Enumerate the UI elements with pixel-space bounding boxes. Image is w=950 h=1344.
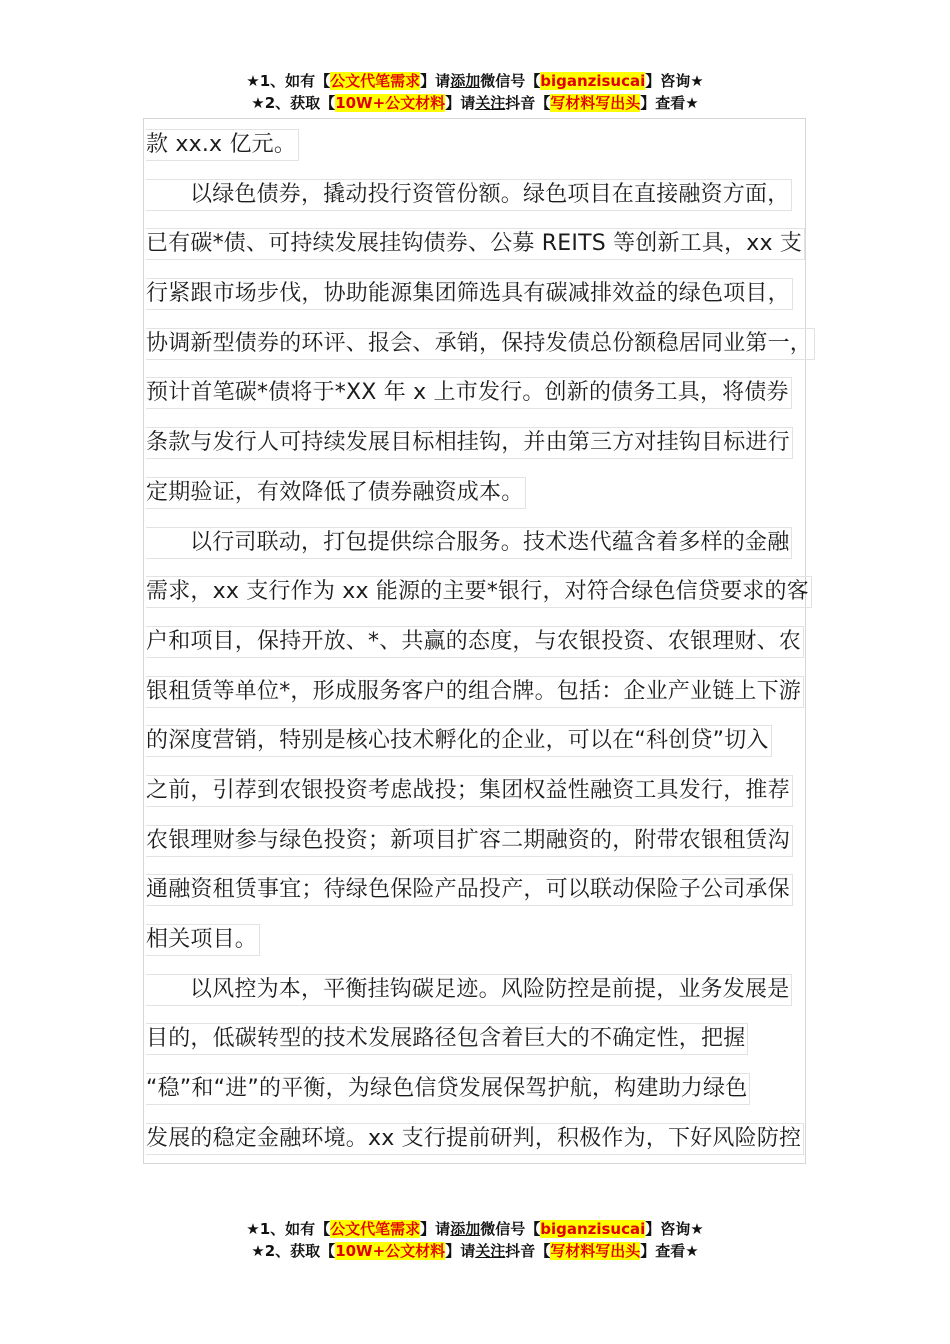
body-line-text: 行紧跟市场步伐，协助能源集团筛选具有碳减排效益的绿色项目， [146,278,793,310]
body-line-text: 目的，低碳转型的技术发展路径包含着巨大的不确定性，把握 [146,1023,748,1055]
body-line [146,716,826,766]
body-line-text: 的深度营销，特别是核心技术孵化的企业，可以在“科创贷”切入 [146,725,772,757]
footer-l2-highlight-douyin: 写材料写出头 [550,1242,641,1260]
header-l2-text-a: ★2、获取【 [251,94,336,112]
document-body [146,120,826,1163]
footer-l2-text-d: 】查看★ [640,1242,699,1260]
footer-line-2 [0,1240,950,1262]
body-line-text: 预计首笔碳*债将于*XX 年 x 上市发行。创新的债务工具，将债券 [146,377,792,409]
body-line-text: 以行司联动，打包提供综合服务。技术迭代蕴含着多样的金融 [146,527,792,559]
header-line-1 [0,70,950,92]
body-line-text: 需求，xx 支行作为 xx 能源的主要*银行，对符合绿色信贷要求的客 [146,576,812,608]
body-line-text: 以风控为本，平衡挂钩碳足迹。风险防控是前提，业务发展是 [146,974,792,1006]
body-line [146,1014,826,1064]
body-line-text: 定期验证，有效降低了债券融资成本。 [146,477,526,509]
body-line-text: 之前，引荐到农银投资考虑战投；集团权益性融资工具发行，推荐 [146,775,793,807]
body-line [146,965,826,1015]
body-line [146,567,826,617]
body-line [146,865,826,915]
header-l2-highlight-materials: 10W+公文材料 [335,94,446,112]
body-line [146,269,826,319]
header-l1-text-c: 微信号【 [480,72,541,90]
body-line-text: 已有碳*债、可持续发展挂钩债券、公募 REITS 等创新工具，xx 支 [146,228,805,260]
header-banner [0,70,950,114]
body-line [146,518,826,568]
body-line-text: 以绿色债券，撬动投行资管份额。绿色项目在直接融资方面， [146,179,792,211]
header-l1-highlight-service: 公文代笔需求 [330,72,421,90]
footer-l1-text-b: 】请 [420,1220,451,1238]
footer-l1-text-d: 】咨询★ [645,1220,704,1238]
header-l1-text-a: ★1、如有【 [246,72,331,90]
header-l2-text-b: 】请 [445,94,476,112]
header-l1-underline: 添加 [450,72,481,90]
body-line [146,1114,826,1164]
body-line-text: 协调新型债券的环评、报会、承销，保持发债总份额稳居同业第一， [146,328,815,360]
body-line-text: 银租赁等单位*，形成服务客户的组合牌。包括：企业产业链上下游 [146,676,804,708]
footer-l1-highlight-wechat: biganzisucai [540,1220,646,1238]
footer-banner [0,1218,950,1262]
body-line [146,170,826,220]
body-line [146,319,826,369]
body-line-text: “稳”和“进”的平衡，为绿色信贷发展保驾护航，构建助力绿色 [146,1073,750,1105]
footer-line-1 [0,1218,950,1240]
footer-l2-underline: 关注 [475,1242,506,1260]
body-line [146,617,826,667]
body-line [146,418,826,468]
footer-l1-text-c: 微信号【 [480,1220,541,1238]
body-line [146,915,826,965]
body-line [146,468,826,518]
body-line-text: 相关项目。 [146,924,260,956]
footer-l2-highlight-materials: 10W+公文材料 [335,1242,446,1260]
footer-l1-underline: 添加 [450,1220,481,1238]
header-l1-highlight-wechat: biganzisucai [540,72,646,90]
body-line-text: 款 xx.x 亿元。 [146,129,299,161]
header-l2-underline: 关注 [475,94,506,112]
header-line-2 [0,92,950,114]
body-line [146,816,826,866]
body-line [146,219,826,269]
body-line [146,766,826,816]
footer-l2-text-b: 】请 [445,1242,476,1260]
footer-l2-text-c: 抖音【 [505,1242,551,1260]
body-line [146,368,826,418]
header-l2-text-d: 】查看★ [640,94,699,112]
body-line [146,1064,826,1114]
header-l1-text-b: 】请 [420,72,451,90]
footer-l1-highlight-service: 公文代笔需求 [330,1220,421,1238]
header-l2-highlight-douyin: 写材料写出头 [550,94,641,112]
body-line-text: 户和项目，保持开放、*、共赢的态度，与农银投资、农银理财、农 [146,626,804,658]
body-line-text: 发展的稳定金融环境。xx 支行提前研判，积极作为，下好风险防控 [146,1123,804,1155]
body-line-text: 通融资租赁事宜；待绿色保险产品投产，可以联动保险子公司承保 [146,874,793,906]
body-line-text: 条款与发行人可持续发展目标相挂钩，并由第三方对挂钩目标进行 [146,427,793,459]
footer-l2-text-a: ★2、获取【 [251,1242,336,1260]
header-l2-text-c: 抖音【 [505,94,551,112]
header-l1-text-d: 】咨询★ [645,72,704,90]
body-line [146,120,826,170]
body-line-text: 农银理财参与绿色投资；新项目扩容二期融资的，附带农银租赁沟 [146,825,793,857]
footer-l1-text-a: ★1、如有【 [246,1220,331,1238]
body-line [146,667,826,717]
